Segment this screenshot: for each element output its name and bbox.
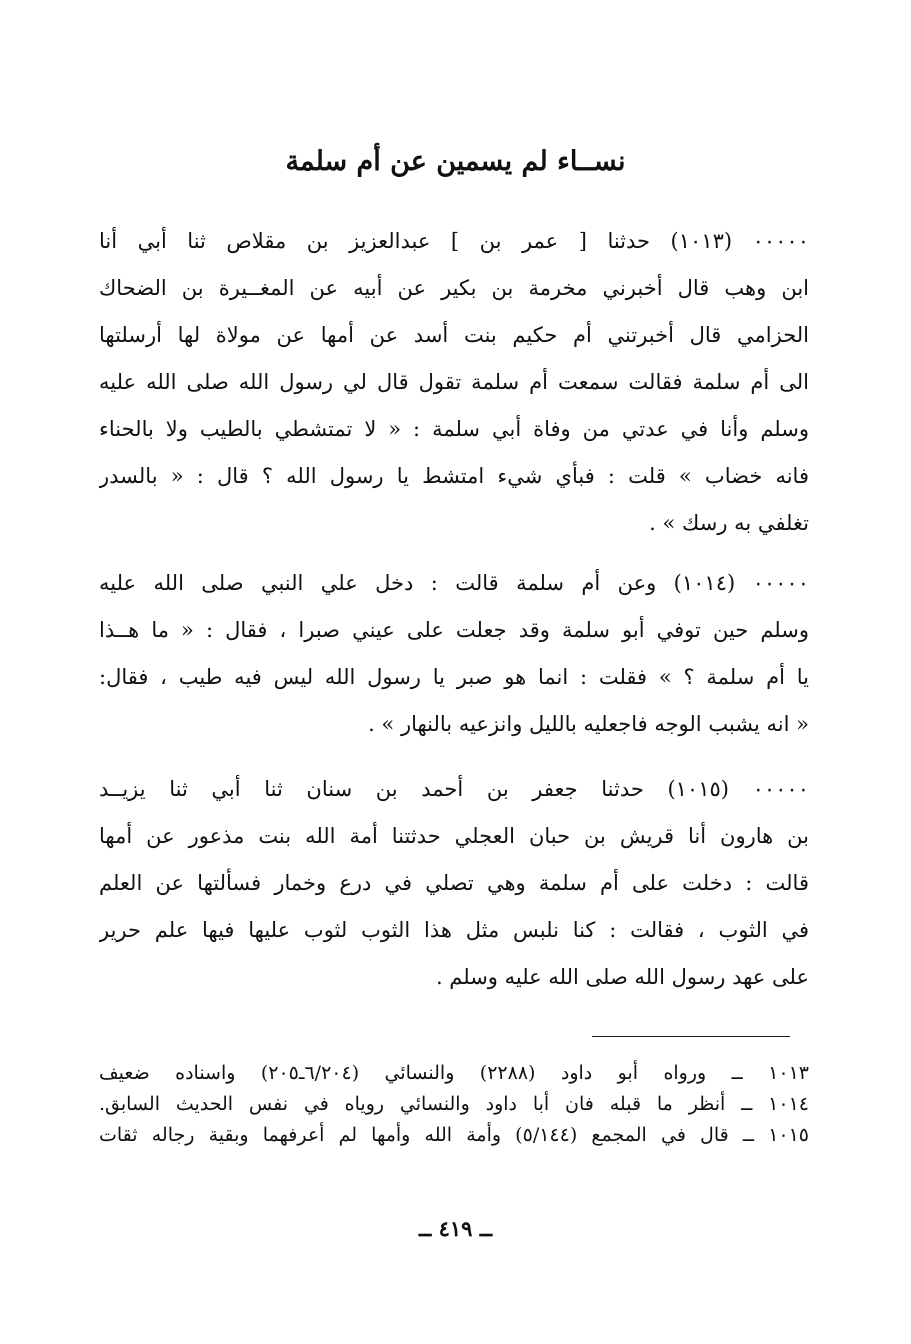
text-line: ابن وهب قال أخبرني مخرمة بن بكير عن أبيه عن المغــيرة بن الضحاك bbox=[99, 276, 809, 300]
text-line: فانه خضاب » قلت : فبأي شيء امتشط يا رسول الله ؟ قال : « بالسدر bbox=[99, 464, 809, 488]
paragraph-1013 bbox=[99, 218, 809, 547]
text-line: الى أم سلمة فقالت سمعت أم سلمة تقول قال لي رسول الله صلى الله عليه bbox=[99, 370, 809, 394]
paragraph-1015 bbox=[99, 766, 809, 1001]
text-line: قالت : دخلت على أم سلمة وهي تصلي في درع وخمار فسألتها عن العلم bbox=[99, 871, 809, 895]
footnote-1015: ١٠١٥ ــ قال في المجمع (٥/١٤٤) وأمة الله وأمها لم أعرفهما وبقية رجاله ثقات bbox=[99, 1124, 809, 1146]
footnote-divider bbox=[592, 1036, 790, 1037]
text-line: وسلم وأنا في عدتي من وفاة أبي سلمة : « لا تمتشطي بالطيب ولا بالحناء bbox=[99, 417, 809, 441]
text-line: ٠٠٠٠٠ (١٠١٥) حدثنا جعفر بن أحمد بن سنان ثنا أبي ثنا يزيــد bbox=[99, 777, 809, 801]
text-line: ٠٠٠٠٠ (١٠١٤) وعن أم سلمة قالت : دخل علي النبي صلى الله عليه bbox=[99, 571, 809, 595]
text-line: ٠٠٠٠٠ (١٠١٣) حدثنا [ عمر بن ] عبدالعزيز بن مقلاص ثنا أبي أنا bbox=[99, 229, 809, 253]
text-line: « انه يشبب الوجه فاجعليه بالليل وانزعيه بالنهار » . bbox=[368, 712, 809, 736]
paragraph-1014 bbox=[99, 560, 809, 748]
footnote-1014: ١٠١٤ ــ أنظر ما قبله فان أبا داود والنسائي روياه في نفس الحديث السابق. bbox=[99, 1093, 809, 1115]
page-title: نســاء لم يسمين عن أم سلمة bbox=[285, 146, 626, 177]
text-line: تغلفي به رسك » . bbox=[649, 511, 809, 535]
text-line: الحزامي قال أخبرتني أم حكيم بنت أسد عن أمها عن مولاة لها أرسلتها bbox=[99, 323, 809, 347]
text-line: وسلم حين توفي أبو سلمة وقد جعلت على عيني صبرا ، فقال : « ما هــذا bbox=[99, 618, 809, 642]
text-line: يا أم سلمة ؟ » فقلت : انما هو صبر يا رسول الله ليس فيه طيب ، فقال: bbox=[99, 665, 809, 689]
text-line: في الثوب ، فقالت : كنا نلبس مثل هذا الثوب لثوب عليها فيها علم حرير bbox=[99, 918, 809, 942]
footnotes bbox=[99, 1058, 809, 1151]
footnote-1013: ١٠١٣ ــ ورواه أبو داود (٢٢٨٨) والنسائي (٦/٢٠٤ـ٢٠٥) واسناده ضعيف bbox=[99, 1062, 809, 1084]
text-line: على عهد رسول الله صلى الله عليه وسلم . bbox=[435, 965, 809, 989]
page-number: ــ ٤١٩ ــ bbox=[418, 1216, 493, 1241]
text-line: بن هارون أنا قريش بن حبان العجلي حدثتنا أمة الله بنت مذعور عن أمها bbox=[99, 824, 809, 848]
